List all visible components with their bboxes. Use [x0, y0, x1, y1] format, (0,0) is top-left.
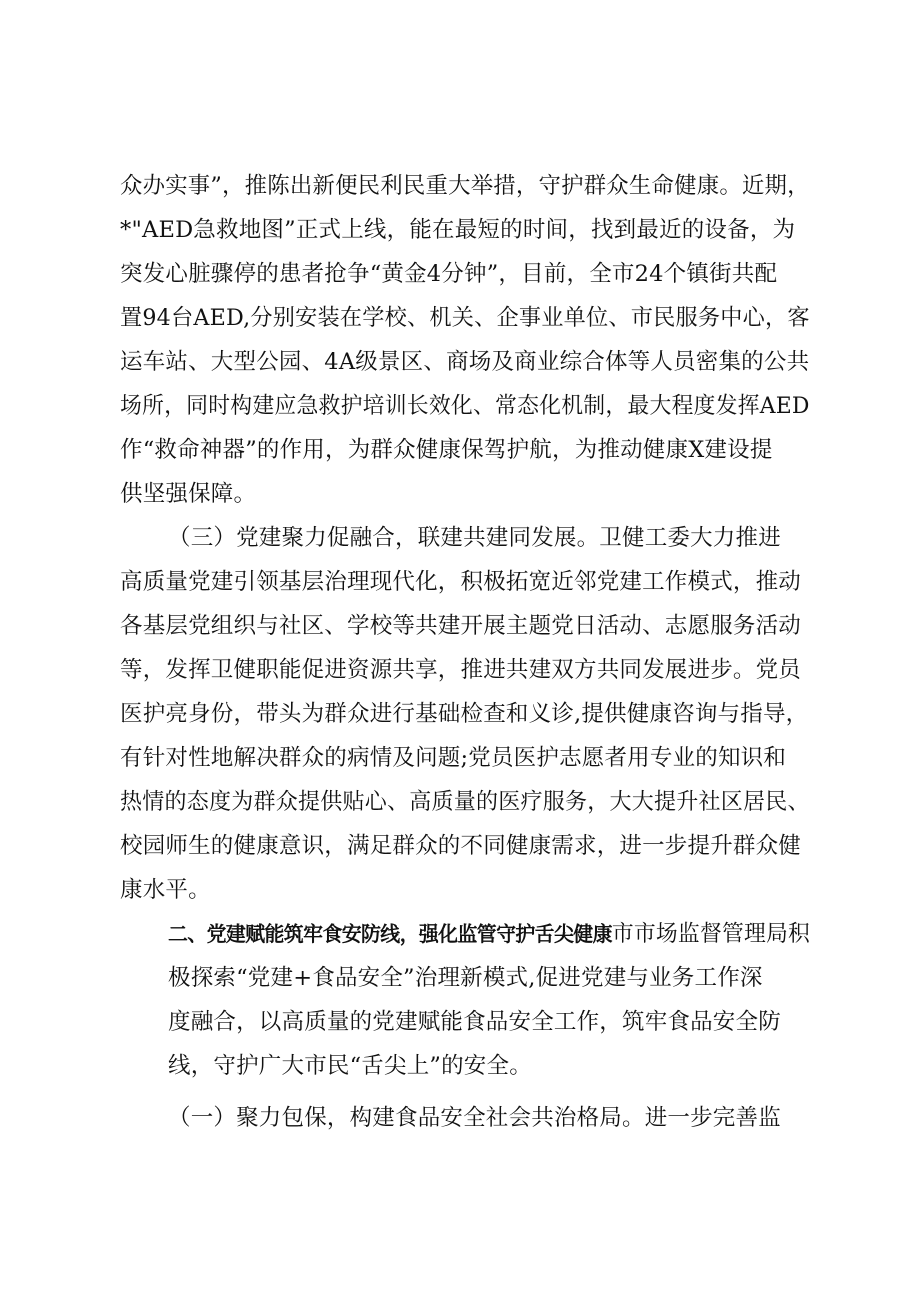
para1-line-7: 作“救命神器”的作用，为群众健康保驾护航，为推动健康X建设提 — [120, 437, 773, 463]
section2-line-2: 极探索“党建+食品安全”治理新模式,促进党建与业务工作深 — [168, 965, 763, 991]
para1-line-6: 场所，同时构建应急救护培训长效化、常态化机制，最大程度发挥AED — [120, 393, 810, 419]
para1-line-4: 置94台AED,分别安装在学校、机关、企事业单位、市民服务中心，客 — [120, 305, 810, 331]
para1-line-1: 众办实事”，推陈出新便民利民重大举措，守护群众生命健康。近期， — [120, 173, 810, 199]
section2-line-3: 度融合，以高质量的党建赋能食品安全工作，筑牢食品安全防 — [168, 1009, 781, 1035]
para2-line-6: 有针对性地解决群众的病情及问题;党员医护志愿者用专业的知识和 — [120, 745, 787, 771]
section2-line-4: 线，守护广大市民“舌尖上”的安全。 — [168, 1053, 532, 1079]
para2-line-8: 校园师生的健康意识，满足群众的不同健康需求，进一步提升群众健 — [120, 833, 802, 859]
para2-line-4: 等，发挥卫健职能促进资源共享，推进共建双方共同发展进步。党员 — [120, 657, 802, 683]
section2-heading: 二、党建赋能筑牢食安防线，强化监管守护舌尖健康 — [168, 922, 612, 946]
para2-line-5: 医护亮身份，带头为群众进行基础检查和义诊,提供健康咨询与指导， — [120, 701, 809, 727]
para2-line-2: 高质量党建引领基层治理现代化，积极拓宽近邻党建工作模式，推动 — [120, 569, 802, 595]
para2-line-9: 康水平。 — [120, 877, 211, 903]
section2-first-line — [168, 916, 810, 952]
para3-line-1: （一）聚力包保，构建食品安全社会共治格局。进一步完善监 — [168, 1105, 781, 1131]
para2-line-3: 各基层党组织与社区、学校等共建开展主题党日活动、志愿服务活动 — [120, 613, 802, 639]
section2-first-tail: 市市场监督管理局积 — [611, 921, 811, 947]
para1-line-8: 供坚强保障。 — [120, 481, 257, 507]
para1-line-5: 运车站、大型公园、4A级景区、商场及商业综合体等人员密集的公共 — [120, 349, 810, 375]
para1-line-2: *"AED急救地图”正式上线，能在最短的时间，找到最近的设备，为 — [120, 217, 796, 243]
para2-line-1: （三）党建聚力促融合，联建共建同发展。卫健工委大力推进 — [168, 525, 781, 551]
para2-line-7: 热情的态度为群众提供贴心、高质量的医疗服务，大大提升社区居民、 — [120, 789, 810, 815]
para1-line-3: 突发心脏骤停的患者抢争“黄金4分钟”，目前，全市24个镇街共配 — [120, 261, 778, 287]
